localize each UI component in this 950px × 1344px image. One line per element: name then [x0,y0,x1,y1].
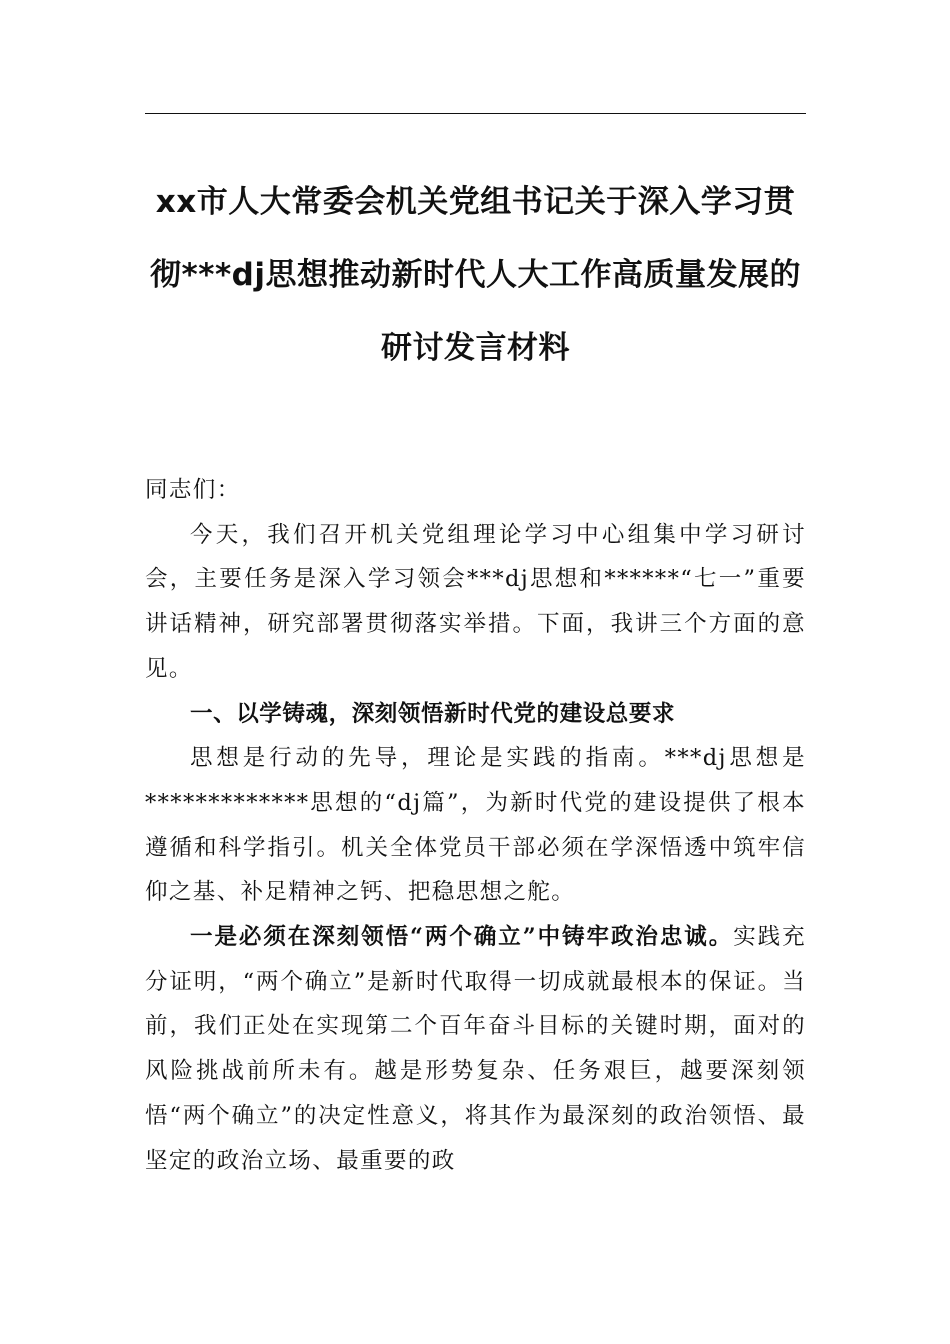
header-divider [145,113,806,114]
point-1-lead: 一是必须在深刻领悟“两个确立”中铸牢政治忠诚。 [190,924,734,951]
point-1-text: 实践充分证明，“两个确立”是新时代取得一切成就最根本的保证。当前，我们正处在实现第二个百年奋斗目标的关键时期，面对的风险挑战前所未有。越是形势复杂、任务艰巨，越要深刻领悟“两个确立”的决定性意义，将其作为最深刻的政治领悟、最坚定的政治立场、最重要的政 [145,924,806,1174]
salutation: 同志们： [145,477,241,503]
document-body [145,468,806,1183]
point-1-paragraph [145,915,806,1183]
section-1-paragraph: 思想是行动的先导，理论是实践的指南。***dj思想是*************思想的“dj篇”，为新时代党的建设提供了根本遵循和科学指引。机关全体党员干部必须在学深悟透中筑牢信仰之基、补足精神之钙、把稳思想之舵。 [145,745,806,906]
section-1-heading: 一、以学铸魂，深刻领悟新时代党的建设总要求 [190,700,676,727]
intro-paragraph: 今天，我们召开机关党组理论学习中心组集中学习研讨会，主要任务是深入学习领会***dj思想和******“七一”重要讲话精神，研究部署贯彻落实举措。下面，我讲三个方面的意见。 [145,521,806,682]
document-title: xx市人大常委会机关党组书记关于深入学习贯彻***dj思想推动新时代人大工作高质量发展的研讨发言材料 [150,184,801,366]
